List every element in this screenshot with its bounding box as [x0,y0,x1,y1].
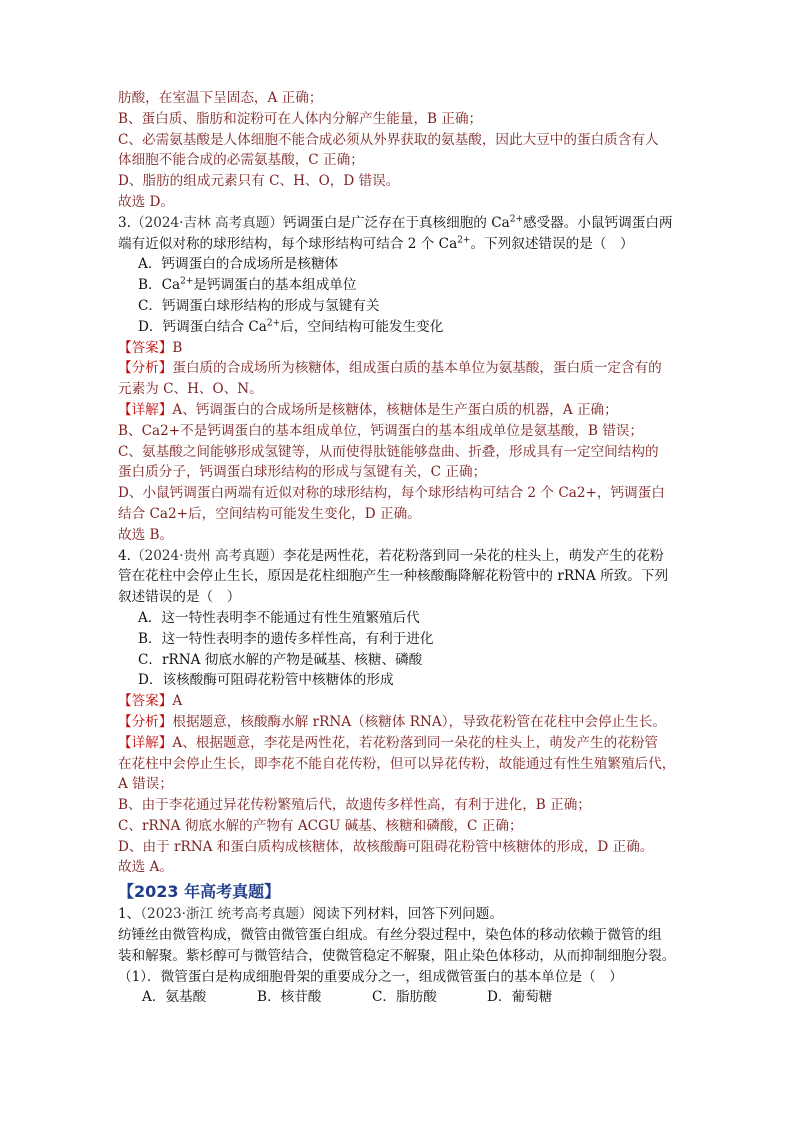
section-heading: 【2023 年高考真题】 [118,882,281,902]
q4-option-b: B．这一特性表明李的遗传多样性高，有利于进化 [138,630,434,647]
document-page [118,88,678,1008]
q3-detail-line: 结合 Ca2+后，空间结构可能发生变化，D 正确。 [118,505,421,522]
q3-detail: 【详解】A、钙调蛋白的合成场所是核糖体，核糖体是生产蛋白质的机器，A 正确； [118,401,618,418]
explanation-line: 肪酸，在室温下呈固态，A 正确； [118,90,323,106]
q4-stem: 4.（2024·贵州 高考真题）李花是两性花，若花粉落到同一朵花的柱头上，萌发产生的花粉 [118,547,664,564]
q1-source: （2023·浙江 统考高考真题） [140,906,313,923]
q3-answer: 【答案】B [118,339,183,356]
q1-options [118,987,678,1008]
q4-option-a: A．这一特性表明李不能通过有性生殖繁殖后代 [138,609,420,626]
q3-option-a: A．钙调蛋白的合成场所是核糖体 [138,256,339,273]
q3-detail-line: C、氨基酸之间能够形成氢键等，从而使得肽链能够盘曲、折叠，形成具有一定空间结构的 [118,443,659,460]
q3-conclusion: 故选 B。 [118,526,174,543]
q3-option-b: B．$Ca^{2+}$是钙调蛋白的基本组成单位 [138,276,357,294]
q1-material-cont: 装和解聚。紫杉醇可与微管结合，使微管稳定不解聚，阻止染色体移动，从而抑制细胞分裂。 [118,947,676,964]
q1-material: 纺锤丝由微管构成，微管由微管蛋白组成。有丝分裂过程中，染色体的移动依赖于微管的组 [118,927,662,944]
q1-option-c: C．脂肪酸 [372,989,437,1006]
q4-stem-cont: 管在花柱中会停止生长，原因是花柱细胞产生一种核酸酶降解花粉管中的 rRNA 所致。下列 [118,568,669,585]
q1-number: 1、 [118,906,141,923]
q4-conclusion: 故选 A。 [118,859,173,876]
q4-detail-line: C、rRNA 彻底水解的产物有 ACGU 碱基、核糖和磷酸，C 正确； [118,817,523,834]
q4-number: 4. [118,547,131,564]
q3-number: 3. [118,214,131,231]
q4-stem-cont: 叙述错误的是（ ） [118,589,241,606]
explanation-line: 体细胞不能合成的必需氨基酸，C 正确； [118,152,364,169]
q4-source: （2024·贵州 高考真题） [130,547,283,564]
q3-stem: 3.（2024·吉林 高考真题）钙调蛋白是广泛存在于真核细胞的 $Ca^{2+}$感受器。小鼠钙调蛋白两 [118,214,673,231]
explanation-line: B、蛋白质、脂肪和淀粉可在人体内分解产生能量，B 正确； [118,110,483,127]
q4-analysis: 【分析】根据题意，核酸酶水解 rRNA（核糖体 RNA），导致花粉管在花柱中会停止生长。 [118,713,667,730]
q4-detail-line: 在花柱中会停止生长，即李花不能自花传粉，但可以异花传粉，故能通过有性生殖繁殖后代， [118,755,676,772]
q3-detail-line: 蛋白质分子，钙调蛋白球形结构的形成与氢键有关，C 正确； [118,464,487,481]
q3-option-d: D．钙调蛋白结合 $Ca^{2+}$后，空间结构可能发生变化 [138,318,444,335]
explanation-line: D、脂肪的组成元素只有 C、H、O，D 错误。 [118,173,400,190]
q4-detail: 【详解】A、根据题意，李花是两性花，若花粉落到同一朵花的柱头上，萌发产生的花粉管 [118,734,658,751]
q1-subquestion: （1）．微管蛋白是构成细胞骨架的重要成分之一，组成微管蛋白的基本单位是（ ） [118,968,623,985]
q3-detail-line: B、Ca2+不是钙调蛋白的基本组成单位，钙调蛋白的基本组成单位是氨基酸，B 错误； [118,422,644,439]
q4-detail-line: A 错误； [118,776,173,793]
q1-stem: 1、（2023·浙江 统考高考真题）阅读下列材料，回答下列问题。 [118,906,503,923]
q3-analysis: 【分析】蛋白质的合成场所为核糖体，组成蛋白质的基本单位为氨基酸，蛋白质一定含有的 [118,360,662,377]
q1-option-a: A．氨基酸 [142,989,207,1006]
q3-option-c: C．钙调蛋白球形结构的形成与氢键有关 [138,297,380,314]
q3-source: （2024·吉林 高考真题） [130,214,283,231]
q3-stem-cont: 端有近似对称的球形结构，每个球形结构可结合 2 个 $Ca^{2+}$。下列叙述错误的是（ ） [118,235,634,252]
q4-option-d: D．该核酸酶可阻碍花粉管中核糖体的形成 [138,672,394,689]
q3-detail-line: D、小鼠钙调蛋白两端有近似对称的球形结构，每个球形结构可结合 2 个 Ca2+，钙调蛋白 [118,485,665,502]
explanation-line: C、必需氨基酸是人体细胞不能合成必须从外界获取的氨基酸，因此大豆中的蛋白质含有人 [118,131,659,148]
q4-answer: 【答案】A [118,693,183,710]
q4-detail-line: B、由于李花通过异花传粉繁殖后代，故遗传多样性高，有利于进化，B 正确； [118,797,591,814]
q4-option-c: C．rRNA 彻底水解的产物是碱基、核糖、磷酸 [138,651,423,668]
explanation-line: 故选 D。 [118,193,175,210]
q1-option-b: B．核苷酸 [257,989,322,1006]
q4-detail-line: D、由于 rRNA 和蛋白质构成核糖体，故核酸酶可阻碍花粉管中核糖体的形成，D 正确。 [118,838,654,855]
q1-option-d: D．葡萄糖 [487,989,553,1006]
q3-analysis-cont: 元素为 C、H、O、N。 [118,381,263,398]
